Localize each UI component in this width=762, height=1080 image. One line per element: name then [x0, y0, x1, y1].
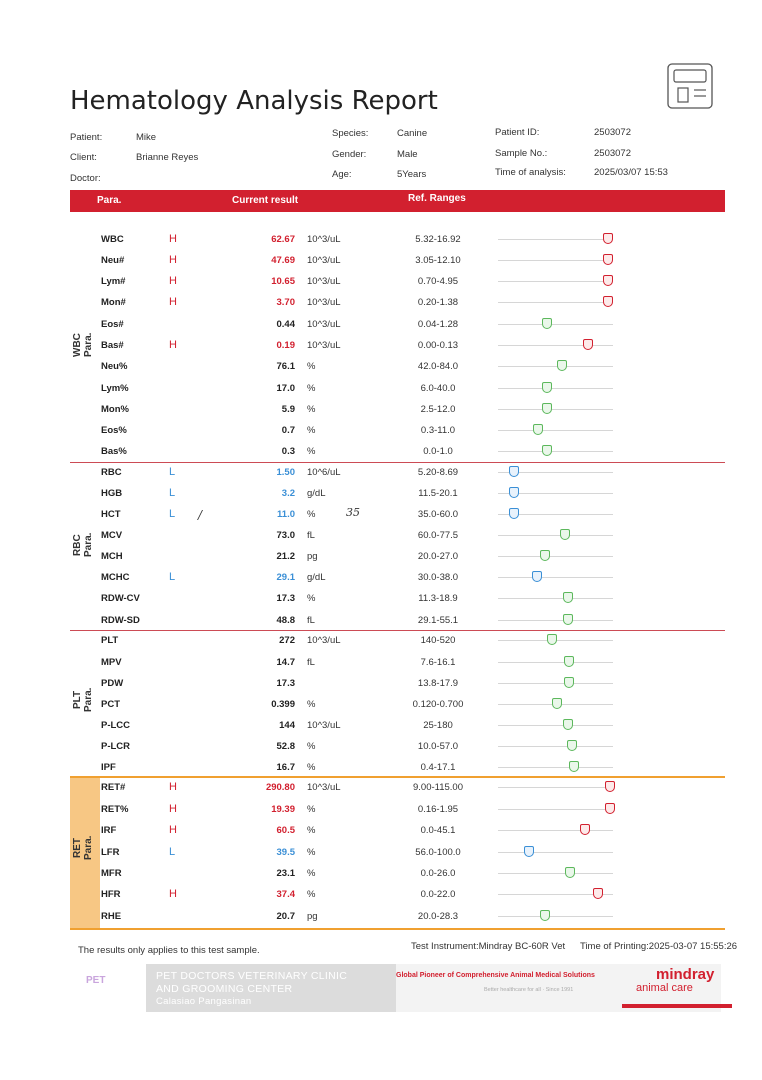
- param-name: RET#: [101, 782, 126, 793]
- table-row: [70, 820, 725, 841]
- ref-range: 56.0-100.0: [415, 847, 461, 858]
- param-name: MFR: [101, 868, 122, 879]
- result-value: 3.70: [276, 297, 295, 308]
- range-marker-icon: [603, 296, 613, 307]
- param-name: P-LCC: [101, 720, 131, 731]
- age-label: Age:: [332, 169, 352, 180]
- param-name: Eos%: [101, 425, 127, 436]
- footer-note: The results only applies to this test sample.: [78, 945, 260, 956]
- range-marker-icon: [564, 656, 574, 667]
- table-row: [70, 630, 725, 651]
- range-marker-icon: [560, 529, 570, 540]
- unit: %: [307, 361, 316, 372]
- ref-range: 2.5-12.0: [420, 404, 456, 415]
- result-value: 17.3: [276, 678, 295, 689]
- ref-range: 5.20-8.69: [417, 467, 459, 478]
- param-name: RHE: [101, 911, 122, 922]
- result-value: 0.3: [281, 446, 295, 457]
- result-value: 272: [279, 635, 295, 646]
- doctor-label: Doctor:: [70, 173, 101, 184]
- ref-range: 60.0-77.5: [417, 530, 459, 541]
- ref-range: 0.4-17.1: [420, 762, 456, 773]
- range-track: [498, 366, 613, 367]
- footer-instrument: Test Instrument:Mindray BC-60R Vet: [411, 941, 566, 952]
- unit: 10^3/uL: [307, 255, 341, 266]
- result-value: 29.1: [276, 572, 295, 583]
- unit: g/dL: [307, 572, 326, 583]
- unit: %: [307, 825, 316, 836]
- table-row: [70, 504, 725, 525]
- range-track: [498, 873, 613, 874]
- range-track: [498, 388, 613, 389]
- range-track: [498, 260, 613, 261]
- range-marker-icon: [569, 761, 579, 772]
- table-row: [70, 292, 725, 313]
- ref-range: 9.00-115.00: [412, 782, 463, 793]
- flag: H: [169, 233, 177, 245]
- table-row: [70, 378, 725, 399]
- flag: H: [169, 781, 177, 793]
- table-row: [70, 250, 725, 271]
- ref-range: 0.0-22.0: [420, 889, 456, 900]
- table-row: [70, 715, 725, 736]
- table-row: [70, 906, 725, 927]
- table-row: [70, 757, 725, 778]
- range-track: [498, 430, 613, 431]
- param-name: HFR: [101, 889, 121, 900]
- gender-value: Male: [397, 149, 418, 160]
- param-name: Bas#: [101, 340, 124, 351]
- unit: 10^6/uL: [307, 467, 341, 478]
- result-value: 11.0: [277, 509, 295, 520]
- patient-value: Mike: [136, 132, 157, 143]
- pet-logo: PET: [86, 975, 106, 986]
- table-row: [70, 736, 725, 757]
- range-track: [498, 683, 613, 684]
- ref-range: 0.3-11.0: [420, 425, 456, 436]
- ref-range: 11.3-18.9: [418, 593, 458, 604]
- result-value: 52.8: [276, 741, 295, 752]
- flag: H: [169, 254, 177, 266]
- unit: %: [307, 889, 316, 900]
- range-track: [498, 852, 613, 853]
- unit: %: [307, 425, 316, 436]
- range-track: [498, 239, 613, 240]
- mindray-subtag: Better healthcare for all · Since 1991: [484, 987, 574, 993]
- table-row: [70, 673, 725, 694]
- range-track: [498, 324, 613, 325]
- ref-range: 0.0-1.0: [423, 446, 453, 457]
- range-track: [498, 809, 613, 810]
- result-value: 19.39: [271, 804, 295, 815]
- unit: %: [307, 868, 316, 879]
- range-marker-icon: [542, 318, 552, 329]
- result-value: 23.1: [276, 868, 295, 879]
- unit: pg: [307, 551, 318, 562]
- range-marker-icon: [552, 698, 562, 709]
- table-header: [70, 190, 725, 212]
- range-marker-icon: [565, 867, 575, 878]
- param-name: IRF: [101, 825, 117, 836]
- range-track: [498, 535, 613, 536]
- group-label-rbc: RBC Para.: [72, 532, 94, 558]
- unit: 10^3/uL: [307, 276, 341, 287]
- clinic-name-line1: PET DOCTORS VETERINARY CLINIC: [156, 970, 348, 982]
- flag: L: [169, 487, 176, 499]
- param-name: Lym%: [101, 383, 129, 394]
- flag: L: [169, 846, 176, 858]
- result-value: 73.0: [276, 530, 295, 541]
- range-marker-icon: [509, 487, 519, 498]
- range-track: [498, 620, 613, 621]
- result-value: 37.4: [276, 889, 295, 900]
- result-value: 48.8: [276, 615, 295, 626]
- table-row: [70, 399, 725, 420]
- ref-range: 20.0-28.3: [417, 911, 459, 922]
- report-title: Hematology Analysis Report: [70, 86, 438, 116]
- ref-range: 13.8-17.9: [417, 678, 459, 689]
- range-marker-icon: [580, 824, 590, 835]
- table-row: [70, 610, 725, 631]
- table-row: [70, 863, 725, 884]
- param-name: Mon%: [101, 404, 129, 415]
- ref-range: 25-180: [423, 720, 453, 731]
- range-track: [498, 598, 613, 599]
- param-name: Bas%: [101, 446, 127, 457]
- patient-label: Patient:: [70, 132, 103, 143]
- range-track: [498, 662, 613, 663]
- param-name: RBC: [101, 467, 122, 478]
- range-marker-icon: [593, 888, 603, 899]
- result-value: 21.2: [276, 551, 295, 562]
- range-marker-icon: [540, 910, 550, 921]
- ref-range: 0.00-0.13: [417, 340, 459, 351]
- param-name: RDW-SD: [101, 615, 140, 626]
- range-track: [498, 725, 613, 726]
- range-track: [498, 767, 613, 768]
- unit: 10^3/uL: [307, 340, 341, 351]
- header-ref-ranges: Ref. Ranges: [408, 193, 466, 204]
- flag: H: [169, 339, 177, 351]
- range-track: [498, 302, 613, 303]
- table-row: [70, 356, 725, 377]
- result-value: 60.5: [276, 825, 295, 836]
- flag: H: [169, 888, 177, 900]
- param-name: LFR: [101, 847, 120, 858]
- result-value: 5.9: [281, 404, 295, 415]
- result-value: 290.80: [265, 782, 295, 793]
- range-marker-icon: [603, 254, 613, 265]
- ref-range: 140-520: [420, 635, 456, 646]
- param-name: Neu#: [101, 255, 125, 266]
- table-row: [70, 799, 725, 820]
- table-row: [70, 694, 725, 715]
- ref-range: 0.0-26.0: [420, 868, 456, 879]
- range-marker-icon: [533, 424, 543, 435]
- ref-range: 35.0-60.0: [417, 509, 459, 520]
- range-track: [498, 787, 613, 788]
- table-row: [70, 483, 725, 504]
- table-row: [70, 420, 725, 441]
- range-marker-icon: [540, 550, 550, 561]
- footer-print-time: Time of Printing:2025-03-07 15:55:26: [580, 941, 738, 952]
- unit: %: [307, 509, 316, 520]
- table-row: [70, 271, 725, 292]
- range-marker-icon: [603, 275, 613, 286]
- flag: H: [169, 296, 177, 308]
- sample-no-label: Sample No.:: [495, 148, 548, 159]
- sample-no-value: 2503072: [594, 148, 631, 159]
- flag: L: [169, 508, 176, 520]
- range-marker-icon: [524, 846, 534, 857]
- unit: fL: [307, 530, 315, 541]
- table-row: [70, 314, 725, 335]
- result-value: 17.0: [276, 383, 295, 394]
- table-row: [70, 441, 725, 462]
- param-name: MCH: [101, 551, 123, 562]
- unit: fL: [307, 615, 315, 626]
- ref-range: 30.0-38.0: [417, 572, 459, 583]
- mindray-logo: mindray: [656, 966, 715, 983]
- ref-range: 29.1-55.1: [417, 615, 459, 626]
- handwritten-note: 35: [346, 506, 360, 519]
- brand-accent-line: [622, 1004, 732, 1008]
- table-row: [70, 335, 725, 356]
- range-marker-icon: [509, 508, 519, 519]
- range-track: [498, 746, 613, 747]
- param-name: HCT: [101, 509, 121, 520]
- unit: %: [307, 699, 316, 710]
- header-para: Para.: [97, 195, 122, 206]
- unit: %: [307, 383, 316, 394]
- result-value: 14.7: [276, 657, 295, 668]
- param-name: MPV: [101, 657, 122, 668]
- unit: 10^3/uL: [307, 720, 341, 731]
- ref-range: 10.0-57.0: [417, 741, 459, 752]
- range-track: [498, 409, 613, 410]
- param-name: IPF: [101, 762, 116, 773]
- ref-range: 0.70-4.95: [417, 276, 459, 287]
- gender-label: Gender:: [332, 149, 367, 160]
- ref-range: 0.20-1.38: [417, 297, 459, 308]
- result-value: 1.50: [276, 467, 295, 478]
- unit: %: [307, 847, 316, 858]
- unit: pg: [307, 911, 318, 922]
- table-row: [70, 588, 725, 609]
- unit: %: [307, 593, 316, 604]
- patient-id-value: 2503072: [594, 127, 631, 138]
- ref-range: 5.32-16.92: [415, 234, 461, 245]
- range-track: [498, 281, 613, 282]
- result-value: 0.44: [276, 319, 295, 330]
- param-name: WBC: [101, 234, 124, 245]
- analyzer-icon: [662, 58, 718, 112]
- result-value: 17.3: [276, 593, 295, 604]
- species-label: Species:: [332, 128, 369, 139]
- unit: %: [307, 804, 316, 815]
- table-row: [70, 652, 725, 673]
- range-track: [498, 830, 613, 831]
- table-row: [70, 229, 725, 250]
- range-track: [498, 451, 613, 452]
- range-marker-icon: [567, 740, 577, 751]
- range-track: [498, 916, 613, 917]
- param-name: MCHC: [101, 572, 130, 583]
- result-value: 144: [279, 720, 295, 731]
- table-row: [70, 567, 725, 588]
- param-name: HGB: [101, 488, 123, 499]
- range-marker-icon: [564, 677, 574, 688]
- result-value: 47.69: [271, 255, 295, 266]
- result-value: 20.7: [276, 911, 295, 922]
- result-value: 0.7: [281, 425, 295, 436]
- unit: %: [307, 446, 316, 457]
- range-track: [498, 556, 613, 557]
- analysis-time-value: 2025/03/07 15:53: [594, 167, 668, 178]
- hand-stroke: /: [198, 508, 203, 522]
- group-label-wbc: WBC Para.: [72, 332, 94, 358]
- result-value: 0.399: [271, 699, 295, 710]
- param-name: Neu%: [101, 361, 128, 372]
- unit: %: [307, 404, 316, 415]
- mindray-animal-care: animal care: [636, 982, 693, 994]
- table-row: [70, 842, 725, 863]
- age-value: 5Years: [397, 169, 427, 180]
- unit: 10^3/uL: [307, 782, 341, 793]
- range-marker-icon: [542, 403, 552, 414]
- range-marker-icon: [557, 360, 567, 371]
- range-marker-icon: [605, 803, 615, 814]
- header-current-result: Current result: [232, 195, 299, 206]
- param-name: MCV: [101, 530, 123, 541]
- result-value: 3.2: [281, 488, 295, 499]
- result-value: 76.1: [276, 361, 295, 372]
- unit: 10^3/uL: [307, 319, 341, 330]
- range-track: [498, 345, 613, 346]
- group-label-ret: RET Para.: [72, 835, 94, 861]
- unit: fL: [307, 657, 315, 668]
- range-marker-icon: [583, 339, 593, 350]
- range-marker-icon: [547, 634, 557, 645]
- range-marker-icon: [542, 445, 552, 456]
- range-marker-icon: [605, 781, 615, 792]
- result-value: 10.65: [271, 276, 295, 287]
- result-value: 62.67: [271, 234, 295, 245]
- result-value: 0.19: [276, 340, 295, 351]
- clinic-location: Calasiao Pangasinan: [156, 996, 252, 1007]
- mindray-tagline: Global Pioneer of Comprehensive Animal Medical Solutions: [396, 972, 595, 979]
- param-name: PDW: [101, 678, 124, 689]
- group-divider-end: [70, 928, 725, 930]
- table-row: [70, 884, 725, 905]
- client-label: Client:: [70, 152, 97, 163]
- param-name: Eos#: [101, 319, 124, 330]
- analysis-time-label: Time of analysis:: [495, 167, 566, 178]
- unit: %: [307, 762, 316, 773]
- ref-range: 42.0-84.0: [417, 361, 459, 372]
- unit: 10^3/uL: [307, 297, 341, 308]
- table-row: [70, 777, 725, 798]
- param-name: Mon#: [101, 297, 126, 308]
- ref-range: 20.0-27.0: [417, 551, 459, 562]
- flag: L: [169, 571, 176, 583]
- flag: H: [169, 803, 177, 815]
- param-name: PLT: [101, 635, 119, 646]
- ref-range: 0.16-1.95: [417, 804, 459, 815]
- patient-id-label: Patient ID:: [495, 127, 540, 138]
- range-marker-icon: [532, 571, 542, 582]
- param-name: RET%: [101, 804, 129, 815]
- param-name: RDW-CV: [101, 593, 140, 604]
- unit: 10^3/uL: [307, 234, 341, 245]
- ref-range: 7.6-16.1: [420, 657, 456, 668]
- param-name: PCT: [101, 699, 120, 710]
- flag: L: [169, 466, 176, 478]
- range-track: [498, 577, 613, 578]
- param-name: Lym#: [101, 276, 126, 287]
- table-row: [70, 462, 725, 483]
- range-marker-icon: [563, 719, 573, 730]
- unit: %: [307, 741, 316, 752]
- ref-range: 0.0-45.1: [420, 825, 456, 836]
- ref-range: 11.5-20.1: [418, 488, 458, 499]
- ref-range: 6.0-40.0: [420, 383, 456, 394]
- range-marker-icon: [509, 466, 519, 477]
- group-label-plt: PLT Para.: [72, 687, 94, 713]
- table-row: [70, 546, 725, 567]
- species-value: Canine: [397, 128, 428, 139]
- range-marker-icon: [603, 233, 613, 244]
- client-value: Brianne Reyes: [136, 152, 199, 163]
- ref-range: 0.120-0.700: [412, 699, 464, 710]
- result-value: 16.7: [276, 762, 295, 773]
- ref-range: 0.04-1.28: [417, 319, 459, 330]
- table-row: [70, 525, 725, 546]
- param-name: P-LCR: [101, 741, 131, 752]
- flag: H: [169, 824, 177, 836]
- range-marker-icon: [563, 592, 573, 603]
- unit: g/dL: [307, 488, 326, 499]
- unit: 10^3/uL: [307, 635, 341, 646]
- flag: H: [169, 275, 177, 287]
- range-marker-icon: [542, 382, 552, 393]
- range-marker-icon: [563, 614, 573, 625]
- result-value: 39.5: [276, 847, 295, 858]
- ref-range: 3.05-12.10: [415, 255, 461, 266]
- clinic-name-line2: AND GROOMING CENTER: [156, 983, 293, 995]
